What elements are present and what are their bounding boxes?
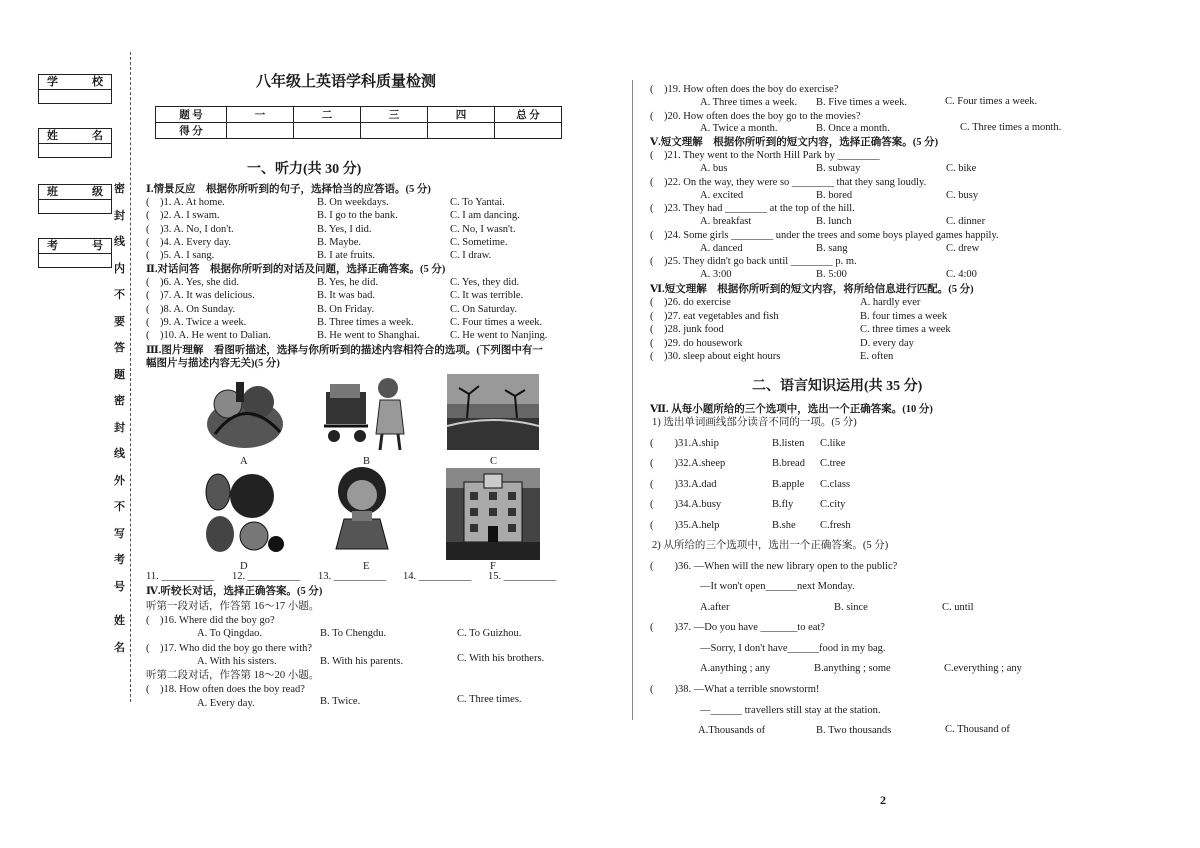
q36-option-a: A.after	[700, 602, 730, 613]
q18-option-a: A. Every day.	[197, 698, 255, 709]
question-16: ( )16. Where did the boy go?	[146, 615, 275, 626]
q36-option-c: C. until	[942, 602, 974, 613]
field-label: 考	[47, 240, 58, 252]
seal-char: 考	[114, 554, 125, 566]
score-header-cell: 题 号	[156, 107, 227, 123]
field-label: 号	[92, 240, 103, 252]
answer-blank-13: 13. __________	[318, 571, 387, 582]
option-c: C. Sometime.	[450, 236, 508, 248]
class-field	[38, 184, 112, 214]
seal-char: 线	[114, 236, 125, 248]
question-partII-4: ( )9. A. Twice a week.	[146, 316, 247, 328]
seal-line	[130, 52, 131, 702]
q20-option-c: C. Three times a month.	[960, 122, 1062, 133]
seal-char: 题	[114, 368, 125, 381]
option-b: B.apple	[772, 478, 805, 490]
picture-label: C	[490, 456, 498, 467]
field-label: 级	[92, 186, 103, 198]
option-c: C. I am dancing.	[450, 210, 520, 222]
option-c: C.tree	[820, 458, 846, 470]
option-c: C.city	[820, 499, 846, 511]
option-c: C. No, I wasn't.	[450, 223, 516, 235]
option-b: B. On weekdays.	[317, 197, 389, 208]
q16-option-a: A. To Qingdao.	[197, 628, 262, 639]
picture-label: E	[363, 561, 370, 572]
seal-char: 外	[114, 474, 125, 487]
option-c: C. Yes, they did.	[450, 277, 520, 288]
seal-char: 密	[114, 395, 125, 407]
question-26: ( )26. do exercise	[650, 297, 731, 308]
question-18: ( )18. How often does the boy read?	[146, 684, 305, 695]
q16-option-c: C. To Guizhou.	[457, 628, 522, 639]
option-b: B. Maybe.	[317, 236, 362, 248]
option-b: B. I go to the bank.	[317, 210, 398, 222]
q37-option-a: A.anything ; any	[700, 663, 771, 674]
option-a: A. bus	[700, 163, 728, 174]
part6-title: Ⅵ.短文理解 根据你所听到的短文内容，将所给信息进行匹配。(5 分)	[650, 284, 974, 295]
option-c: C. busy	[946, 189, 979, 201]
match-option: D. every day	[860, 337, 914, 349]
option-c: C. 4:00	[946, 269, 977, 280]
field-label: 姓	[47, 130, 58, 142]
question-17: ( )17. Who did the boy go there with?	[146, 643, 313, 654]
picture-label: B	[363, 456, 371, 467]
seal-char: 号	[114, 580, 125, 593]
option-b: B.fly	[772, 499, 794, 511]
q19-option-c: C. Four times a week.	[945, 96, 1038, 107]
option-b: B. Yes, he did.	[317, 277, 378, 288]
question-19: ( )19. How often does the boy do exercise?	[650, 84, 839, 95]
seal-char: 密	[114, 183, 125, 195]
question-28: ( )28. junk food	[650, 324, 724, 335]
match-option: B. four times a week	[860, 310, 948, 322]
question-partII-1: ( )6. A. Yes, she did.	[146, 277, 240, 288]
option-c: C.fresh	[820, 519, 851, 531]
score-header-cell: 二	[294, 107, 361, 123]
option-c: C. dinner	[946, 216, 986, 227]
question-partII-2: ( )7. A. It was delicious.	[146, 290, 255, 302]
score-cell[interactable]	[428, 123, 495, 139]
question-22: ( )22. On the way, they were so ________ that they sang loudly.	[650, 176, 927, 188]
option-b: B. sang	[816, 242, 848, 254]
column-divider	[632, 80, 633, 720]
picture-label: D	[240, 561, 248, 572]
option-b: B. subway	[816, 163, 861, 174]
option-b: B. bored	[816, 189, 853, 201]
option-c: C.like	[820, 438, 846, 449]
score-table	[155, 106, 562, 139]
picture-d-fruits	[198, 468, 290, 556]
option-a: A. excited	[700, 189, 744, 201]
q19-option-b: B. Five times a week.	[816, 97, 907, 108]
score-cell[interactable]	[227, 123, 294, 139]
score-cell[interactable]	[294, 123, 361, 139]
question-29: ( )29. do housework	[650, 337, 743, 349]
option-c: C. Four times a week.	[450, 316, 543, 328]
question-partII-3: ( )8. A. On Sunday.	[146, 303, 236, 315]
seal-char: 姓	[114, 615, 125, 627]
seal-char: 线	[114, 448, 125, 460]
q36-line2: —It won't open______next Monday.	[700, 581, 855, 592]
q37-line2: —Sorry, I don't have______food in my bag.	[700, 643, 886, 654]
option-b: B. 5:00	[816, 269, 847, 280]
answer-blank-15: 15. __________	[488, 571, 557, 582]
question-36: ( )36. —When will the new library open to the public?	[650, 561, 898, 572]
option-c: C.class	[820, 478, 851, 490]
q18-option-b: B. Twice.	[320, 696, 361, 707]
answer-blank-14: 14. __________	[403, 571, 472, 582]
part7-sub2: 2) 从所给的三个选项中，选出一个正确答案。(5 分)	[652, 540, 889, 551]
exam-title: 八年级上英语学科质量检测	[256, 74, 437, 90]
score-row-label: 得 分	[156, 123, 227, 139]
option-a: A. danced	[700, 242, 743, 254]
q17-option-b: B. With his parents.	[320, 656, 404, 667]
option-c: C. I draw.	[450, 250, 492, 262]
option-b: B.bread	[772, 458, 805, 470]
option-b: B. lunch	[816, 216, 852, 227]
q38-option-b: B. Two thousands	[816, 725, 892, 736]
match-option: A. hardly ever	[860, 297, 921, 308]
q19-option-a: A. Three times a week.	[700, 97, 798, 108]
picture-label: A	[240, 456, 248, 467]
field-label: 班	[47, 186, 58, 198]
question-partI-2: ( )2. A. I swam.	[146, 210, 220, 222]
picture-a-vegetables	[200, 374, 290, 454]
picture-f-building	[446, 468, 540, 560]
score-cell[interactable]	[361, 123, 428, 139]
option-c: C. drew	[946, 242, 980, 254]
q38-line2: —______ travellers still stay at the station.	[700, 705, 881, 716]
q38-option-a: A.Thousands of	[698, 725, 766, 736]
school-field	[38, 74, 112, 104]
question-27: ( )27. eat vegetables and fish	[650, 310, 779, 322]
option-b: B. It was bad.	[317, 290, 376, 302]
q36-option-b: B. since	[834, 602, 868, 613]
question-37: ( )37. —Do you have _______to eat?	[650, 622, 825, 633]
score-cell[interactable]	[495, 123, 562, 139]
question-partII-5: ( )10. A. He went to Dalian.	[146, 330, 271, 342]
question-24: ( )24. Some girls ________ under the trees and some boys played games happily.	[650, 229, 999, 241]
score-header-cell: 一	[227, 107, 294, 123]
picture-label: F	[490, 561, 496, 572]
seal-char: 不	[114, 501, 125, 513]
picture-e-girl	[322, 465, 402, 555]
option-c: C. bike	[946, 163, 977, 174]
question-35: ( )35.A.help	[650, 519, 720, 531]
seal-char: 答	[114, 342, 125, 354]
q37-option-b: B.anything ; some	[814, 663, 891, 674]
q20-option-a: A. Twice a month.	[700, 123, 778, 134]
picture-b-shopping	[320, 374, 410, 452]
q18-option-c: C. Three times.	[457, 694, 522, 705]
option-c: C. He went to Nanjing.	[450, 330, 548, 342]
q17-option-a: A. With his sisters.	[197, 656, 277, 667]
question-21: ( )21. They went to the North Hill Park by ________	[650, 150, 880, 161]
q38-option-c: C. Thousand of	[945, 724, 1010, 735]
seal-char: 写	[114, 527, 125, 540]
field-label: 学	[47, 76, 58, 88]
section1-title: 一、听力(共 30 分)	[247, 162, 362, 177]
option-a: A. breakfast	[700, 216, 752, 227]
exam-number-field	[38, 238, 112, 268]
question-partI-4: ( )4. A. Every day.	[146, 236, 232, 248]
score-header-cell: 三	[361, 107, 428, 123]
question-25: ( )25. They didn't go back until ________ p. m.	[650, 256, 857, 267]
part7-sub1: 1) 选出单词画线部分读音不同的一项。(5 分)	[652, 417, 857, 428]
seal-char: 要	[114, 315, 125, 328]
q17-option-c: C. With his brothers.	[457, 653, 545, 664]
question-32: ( )32.A.sheep	[650, 458, 726, 470]
option-c: C. On Saturday.	[450, 303, 517, 315]
score-header-cell: 总 分	[495, 107, 562, 123]
question-partI-5: ( )5. A. I sang.	[146, 250, 215, 262]
q37-option-c: C.everything ; any	[944, 663, 1022, 674]
question-38: ( )38. —What a terrible snowstorm!	[650, 684, 820, 695]
part2-title: Ⅱ.对话问答 根据你所听到的对话及问题，选择正确答案。(5 分)	[146, 264, 446, 275]
part3-title: Ⅲ.图片理解 看图听描述，选择与你所听到的描述内容相符合的选项。(下列图中有一	[146, 345, 543, 356]
answer-blank-11: 11. __________	[146, 571, 214, 582]
option-b: B.listen	[772, 438, 805, 449]
match-option: E. often	[860, 351, 894, 362]
field-label: 校	[92, 76, 103, 88]
seal-char: 不	[114, 289, 125, 301]
seal-char: 封	[114, 421, 125, 434]
option-c: C. It was terrible.	[450, 290, 524, 302]
part4-title: Ⅳ.听较长对话，选择正确答案。(5 分)	[146, 586, 323, 597]
option-b: B. I ate fruits.	[317, 250, 376, 262]
dialogue1-instruction: 听第一段对话，作答第 16～17 小题。	[146, 601, 320, 612]
score-header-cell: 四	[428, 107, 495, 123]
q16-option-b: B. To Chengdu.	[320, 628, 387, 639]
option-a: A. 3:00	[700, 269, 732, 280]
question-20: ( )20. How often does the boy go to the movies?	[650, 111, 861, 122]
question-partI-1: ( )1. A. At home.	[146, 197, 225, 208]
name-field	[38, 128, 112, 158]
part7-title: Ⅶ. 从每小题所给的三个选项中，选出一个正确答案。(10 分)	[650, 404, 933, 415]
option-b: B. Three times a week.	[317, 316, 414, 328]
option-b: B. Yes, I did.	[317, 223, 372, 235]
question-34: ( )34.A.busy	[650, 499, 722, 511]
seal-char: 名	[114, 641, 125, 654]
option-b: B. On Friday.	[317, 303, 375, 315]
question-33: ( )33.A.dad	[650, 478, 717, 490]
dialogue2-instruction: 听第二段对话，作答第 18～20 小题。	[146, 670, 320, 681]
picture-c-beach	[447, 374, 539, 450]
part5-title: Ⅴ.短文理解 根据你所听到的短文内容，选择正确答案。(5 分)	[650, 137, 939, 148]
part3-title-2: 幅图片与描述内容无关)(5 分)	[146, 358, 280, 369]
seal-char: 内	[114, 262, 125, 275]
field-label: 名	[92, 130, 103, 142]
option-b: B.she	[772, 519, 796, 531]
match-option: C. three times a week	[860, 324, 951, 335]
section2-title: 二、语言知识运用(共 35 分)	[752, 379, 923, 394]
question-partI-3: ( )3. A. No, I don't.	[146, 223, 234, 235]
part1-title: Ⅰ.情景反应 根据你所听到的句子，选择恰当的应答语。(5 分)	[146, 184, 431, 195]
seal-char: 封	[114, 209, 125, 222]
q20-option-b: B. Once a month.	[816, 123, 890, 134]
option-b: B. He went to Shanghai.	[317, 330, 420, 342]
question-31: ( )31.A.ship	[650, 438, 719, 449]
question-30: ( )30. sleep about eight hours	[650, 351, 781, 362]
option-c: C. To Yantai.	[450, 197, 505, 208]
page-number: 2	[880, 793, 886, 807]
question-23: ( )23. They had ________ at the top of the hill.	[650, 203, 855, 214]
answer-blank-12: 12. __________	[232, 571, 301, 582]
